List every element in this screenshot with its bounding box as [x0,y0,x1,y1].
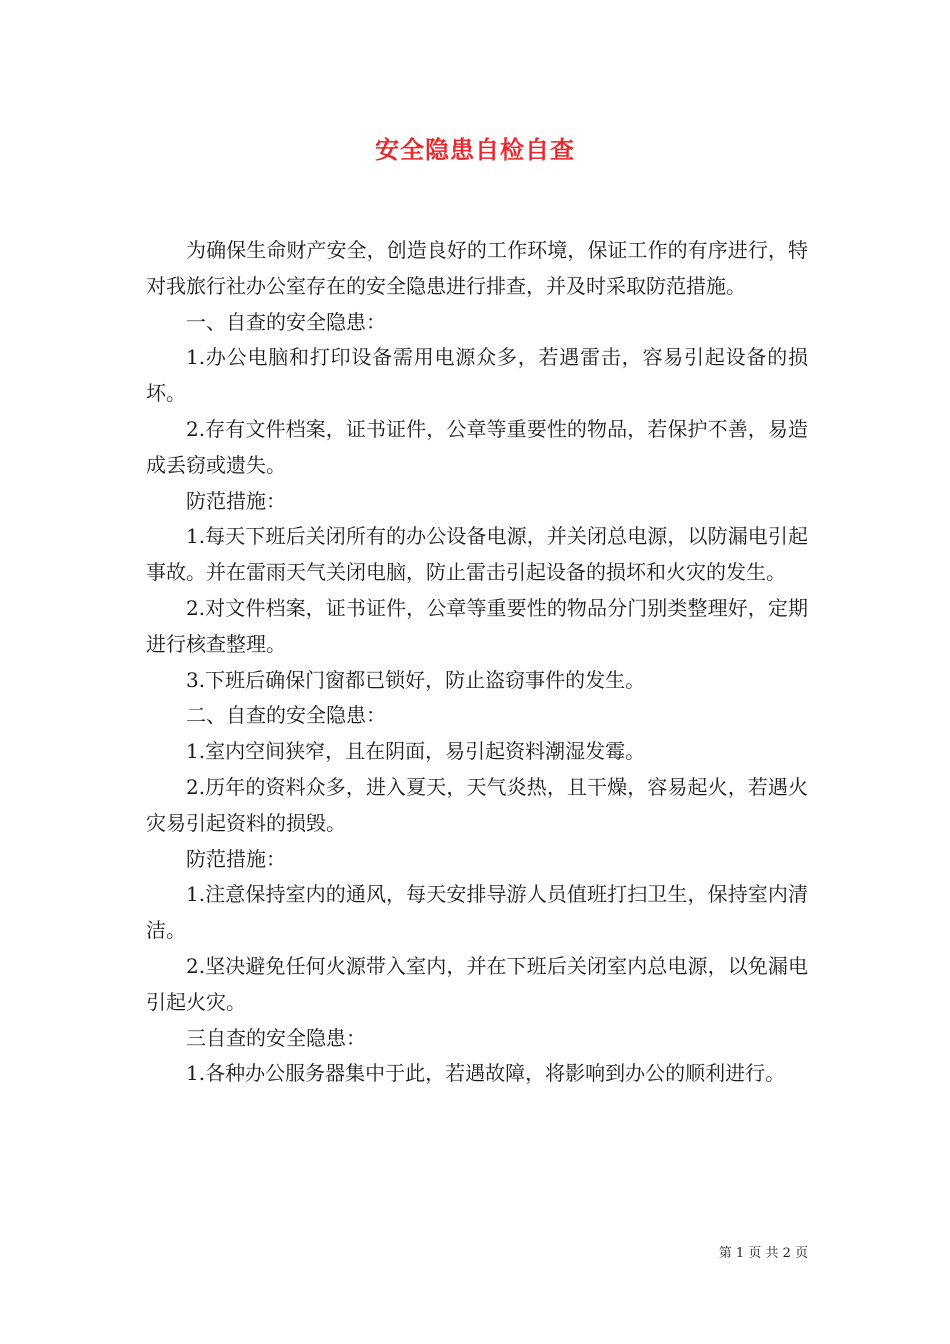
document-body [146,233,808,1092]
measures-heading: 防范措施： [186,846,286,871]
paragraph: 1.各种办公服务器集中于此，若遇故障，将影响到办公的顺利进行。 [186,1061,786,1086]
paragraph: 2.坚决避免任何火源带入室内，并在下班后关闭室内总电源，以免漏电引起火灾。 [146,953,808,1014]
paragraph: 2.历年的资料众多，进入夏天，天气炎热，且干燥，容易起火，若遇火灾易引起资料的损毁。 [146,774,808,835]
paragraph: 1.办公电脑和打印设备需用电源众多，若遇雷击，容易引起设备的损坏。 [146,345,808,406]
paragraph: 1.注意保持室内的通风，每天安排导游人员值班打扫卫生，保持室内清洁。 [146,882,808,943]
document-title: 安全隐患自检自查 [375,135,575,164]
paragraph: 1.每天下班后关闭所有的办公设备电源，并关闭总电源，以防漏电引起事故。并在雷雨天气关闭电脑，防止雷击引起设备的损坏和火灾的发生。 [146,524,808,585]
section-heading-3: 三自查的安全隐患： [186,1025,366,1050]
paragraph: 2.存有文件档案，证书证件，公章等重要性的物品，若保护不善，易造成丢窃或遗失。 [146,416,808,477]
paragraph: 3.下班后确保门窗都已锁好，防止盗窃事件的发生。 [186,667,646,692]
section-heading-2: 二、自查的安全隐患： [186,703,386,728]
page-number-footer: 第 1 页 共 2 页 [718,1246,808,1261]
paragraph: 1.室内空间狭窄，且在阴面，易引起资料潮湿发霉。 [186,739,646,764]
section-heading-1: 一、自查的安全隐患： [186,309,386,334]
paragraph-intro: 为确保生命财产安全，创造良好的工作环境，保证工作的有序进行，特对我旅行社办公室存在的安全隐患进行排查，并及时采取防范措施。 [146,238,808,298]
measures-heading: 防范措施： [186,488,286,513]
paragraph: 2.对文件档案，证书证件，公章等重要性的物品分门别类整理好，定期进行核查整理。 [146,595,808,656]
